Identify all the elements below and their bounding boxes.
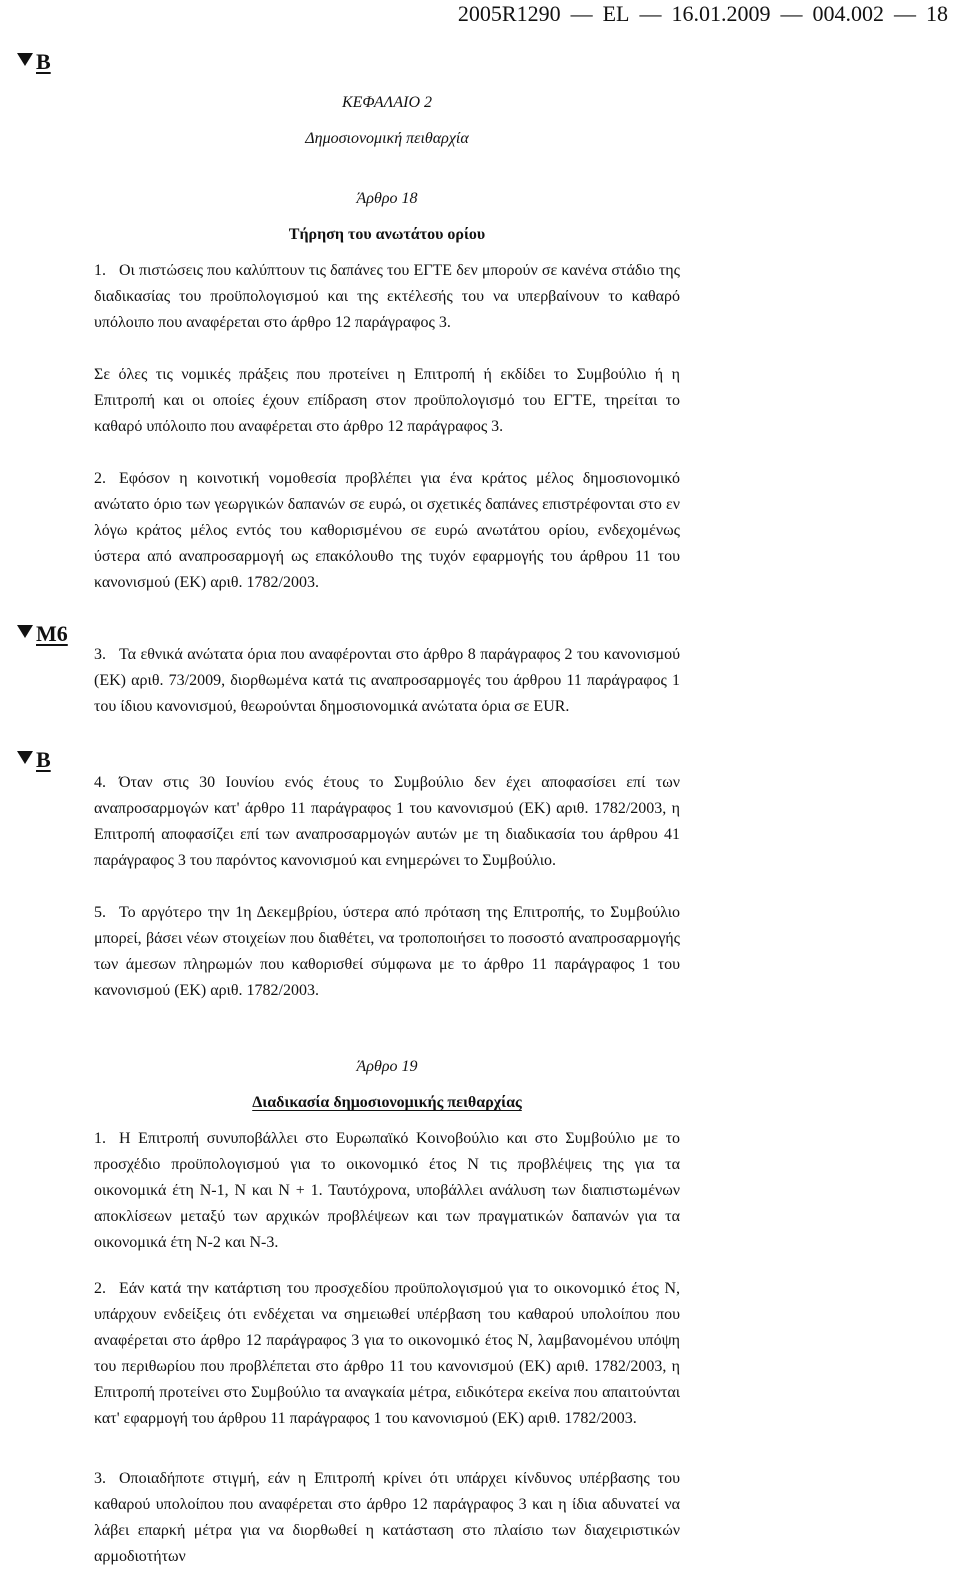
article-18-paragraph-4: 4. Όταν στις 30 Ιουνίου ενός έτους το Συμβούλιο δεν έχει αποφασίσει επί των αναπροσαρμογών κατ' άρθρο 11 παράγραφος 1 του κανονισμού (ΕΚ) αριθ. 1782/2003, η Επιτροπή αποφασίζει επί των αναπροσαρμογών αυτών με τη διαδικασία του άρθρου 41 παράγραφος 3 του παρόντος κανονισμού και ενημερώνει το Συμβούλιο. — [94, 774, 680, 869]
page-number: 18 — [926, 1, 948, 26]
article-19-paragraph-3: 3. Οποιαδήποτε στιγμή, εάν η Επιτροπή κρίνει ότι υπάρχει κίνδυνος υπέρβασης του καθαρού υπολοίπου που αναφέρεται στο άρθρο 12 παράγραφος 3 και η ίδια αδυνατεί να λάβει επαρκή μέτρα για να διορθωθεί η κατάσταση στο πλαίσιο των διαχειριστικών αρμοδιοτήτων — [94, 1470, 680, 1565]
page-header: 2005R1290 — EL — 16.01.2009 — 004.002 — 18 — [457, 1, 948, 26]
doc-date: 16.01.2009 — [671, 1, 771, 26]
triangle-down-icon — [17, 625, 33, 638]
article-19-paragraph-1: 1. Η Επιτροπή συνυποβάλλει στο Ευρωπαϊκό Κοινοβούλιο και στο Συμβούλιο με το προσχέδιο προϋπολογισμού για το οικονομικό έτος Ν τις προβλέψεις της για τα οικονομικά έτη Ν-1, Ν και Ν + 1. Ταυτόχρονα, υποβάλλει ανάλυση των διαπιστωμένων αποκλίσεων μεταξύ των αρχικών προβλέψεων και των πραγματικών δαπανών για τα οικονομικά έτη Ν-2 και Ν-3. — [94, 1130, 680, 1251]
triangle-down-icon — [17, 751, 33, 764]
amendment-marker-m6: M6 — [17, 622, 68, 646]
amendment-marker-b: B — [17, 50, 51, 74]
article-19-label: Άρθρο 19 — [356, 1058, 418, 1075]
chapter-title: Δημοσιονομική πειθαρχία — [305, 130, 469, 147]
article-19-title: Διαδικασία δημοσιονομικής πειθαρχίας — [252, 1094, 522, 1111]
article-18-paragraph-2: 2. Εφόσον η κοινοτική νομοθεσία προβλέπει για ένα κράτος μέλος δημοσιονομικό ανώτατο όριο των γεωργικών δαπανών σε ευρώ, οι σχετικές δαπάνες επιστρέφονται στο εν λόγω κράτος μέλος εντός του καθορισμένου σε ευρώ ανωτάτου ορίου, ενδεχομένως ύστερα από αναπροσαρμογή ως επακόλουθο της τυχόν εφαρμογής του άρθρου 11 του κανονισμού (ΕΚ) αριθ. 1782/2003. — [94, 470, 680, 591]
article-18-paragraph-3: 3. Τα εθνικά ανώτατα όρια που αναφέρονται στο άρθρο 8 παράγραφος 2 του κανονισμού (ΕΚ) αριθ. 73/2009, διορθωμένα κατά τις αναπροσαρμογές του άρθρου 11 παράγραφος 1 του ίδιου κανονισμού, θεωρούνται δημοσιονομικά ανώτατα όρια σε EUR. — [94, 646, 680, 715]
article-18-title: Τήρηση του ανωτάτου ορίου — [288, 226, 486, 243]
triangle-down-icon — [17, 53, 33, 66]
article-18-paragraph-5: 5. Το αργότερο την 1η Δεκεμβρίου, ύστερα από πρόταση της Επιτροπής, το Συμβούλιο μπορεί, βάσει νέων στοιχείων που διαθέτει, να τροποποιήσει το ποσοστό αναπροσαρμογής των άμεσων πληρωμών που καθορισθεί σύμφωνα με το άρθρο 11 παράγραφος 1 του κανονισμού (ΕΚ) αριθ. 1782/2003. — [94, 904, 680, 999]
doc-lang: EL — [602, 1, 630, 26]
article-18-label: Άρθρο 18 — [356, 190, 418, 207]
doc-version: 004.002 — [812, 1, 884, 26]
chapter-label: ΚΕΦΑΛΑΙΟ 2 — [341, 94, 432, 111]
amendment-marker-b2: B — [17, 748, 51, 772]
doc-id: 2005R1290 — [457, 1, 561, 26]
article-18-paragraph-1b: Σε όλες τις νομικές πράξεις που προτείνει η Επιτροπή ή εκδίδει το Συμβούλιο ή η Επιτροπή και οι οποίες έχουν επίδραση στον προϋπολογισμό του ΕΓΤΕ, τηρείται το καθαρό υπόλοιπο που αναφέρεται στο άρθρο 12 παράγραφος 3. — [94, 366, 680, 435]
article-19-paragraph-2: 2. Εάν κατά την κατάρτιση του προσχεδίου προϋπολογισμού για το οικονομικό έτος Ν, υπάρχουν ενδείξεις ότι ενδέχεται να σημειωθεί υπέρβαση του καθαρού υπολοίπου που αναφέρεται στο άρθρο 12 παράγραφος 3 για το οικονομικό έτος Ν, λαμβανομένου υπόψη του περιθωρίου που προβλέπεται στο άρθρο 11 του κανονισμού (ΕΚ) αριθ. 1782/2003, η Επιτροπή προτείνει στο Συμβούλιο τα αναγκαία μέτρα, ειδικότερα εκείνα που απαιτούνται κατ' εφαρμογή του άρθρου 11 παράγραφος 1 του κανονισμού (ΕΚ) αριθ. 1782/2003. — [94, 1280, 680, 1427]
article-18-paragraph-1: 1. Οι πιστώσεις που καλύπτουν τις δαπάνες του ΕΓΤΕ δεν μπορούν σε κανένα στάδιο της διαδικασίας του προϋπολογισμού και της εκτέλεσής του να υπερβαίνουν το καθαρό υπόλοιπο που αναφέρεται στο άρθρο 12 παράγραφος 3. — [94, 262, 680, 331]
